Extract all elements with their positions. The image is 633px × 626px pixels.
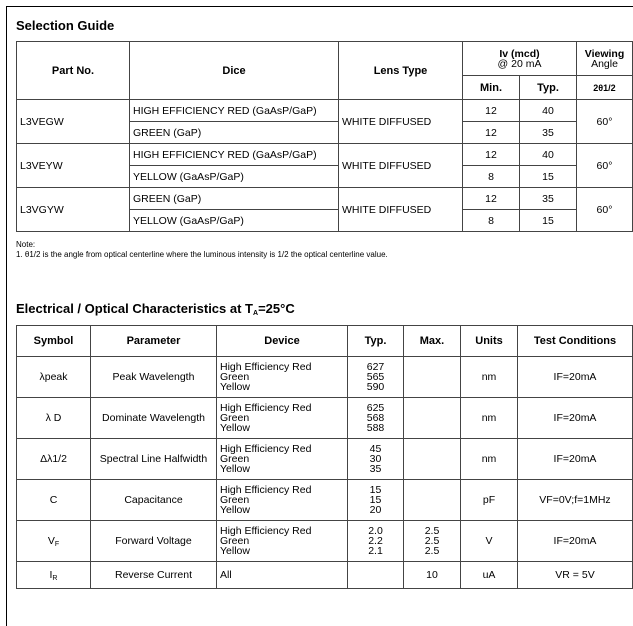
parameter: Peak Wavelength [91, 357, 217, 398]
parameter: Forward Voltage [91, 521, 217, 562]
typ-value: 30 [369, 453, 382, 465]
dice-type: HIGH EFFICIENCY RED (GaAsP/GaP) [130, 100, 339, 122]
part-number: L3VGYW [17, 188, 130, 232]
electrical-characteristics-table [16, 325, 633, 589]
device-cell [217, 398, 348, 439]
typ-cell [348, 398, 404, 439]
dice-type: HIGH EFFICIENCY RED (GaAsP/GaP) [130, 144, 339, 166]
iv-min: 12 [463, 188, 520, 210]
device-cell [217, 562, 348, 589]
device-name: All [220, 569, 232, 581]
typ-value: 568 [366, 412, 385, 424]
typ-value: 45 [369, 443, 382, 455]
lens-type: WHITE DIFFUSED [339, 100, 463, 144]
device-cell [217, 439, 348, 480]
header-lens-type: Lens Type [339, 42, 463, 100]
selection-guide-title: Selection Guide [16, 18, 115, 33]
characteristic-row [17, 480, 633, 521]
header-dice: Dice [130, 42, 339, 100]
max-cell [404, 357, 461, 398]
units: uA [461, 562, 518, 589]
header-units: Units [461, 326, 518, 357]
parameter: Dominate Wavelength [91, 398, 217, 439]
device-name: Yellow [220, 422, 250, 434]
typ-value: 627 [366, 361, 385, 373]
max-cell [404, 521, 461, 562]
iv-typ: 35 [520, 122, 577, 144]
device-name: Yellow [220, 463, 250, 475]
header-max: Max. [404, 326, 461, 357]
parameter: Spectral Line Halfwidth [91, 439, 217, 480]
selection-row [17, 144, 633, 166]
header-part-no: Part No. [17, 42, 130, 100]
iv-min: 12 [463, 144, 520, 166]
electrical-title-post: =25°C [258, 301, 295, 316]
iv-typ: 40 [520, 144, 577, 166]
units: V [461, 521, 518, 562]
dice-type: YELLOW (GaAsP/GaP) [130, 166, 339, 188]
part-number: L3VEGW [17, 100, 130, 144]
device-name: High Efficiency Red [220, 361, 312, 373]
symbol: I [49, 569, 53, 581]
typ-value: 20 [369, 504, 382, 516]
iv-min: 8 [463, 210, 520, 232]
max-value: 2.5 [424, 535, 440, 547]
device-name: Yellow [220, 381, 250, 393]
viewing-angle: 60° [577, 188, 633, 232]
symbol-cell [17, 562, 91, 589]
dice-type: GREEN (GaP) [130, 188, 339, 210]
symbol-subscript: R [52, 575, 58, 582]
header-symbol: Symbol [17, 326, 91, 357]
typ-cell [348, 357, 404, 398]
max-value: 2.5 [424, 525, 440, 537]
typ-value: 2.1 [368, 545, 383, 557]
symbol: λ D [45, 412, 62, 424]
part-number: L3VEYW [17, 144, 130, 188]
typ-value: 590 [366, 381, 385, 393]
selection-row [17, 188, 633, 210]
header-angle-label: Angle [591, 57, 618, 70]
typ-value: 2.2 [368, 535, 383, 547]
header-parameter: Parameter [91, 326, 217, 357]
lens-type: WHITE DIFFUSED [339, 144, 463, 188]
symbol-cell [17, 480, 91, 521]
device-name: Yellow [220, 545, 250, 557]
device-name: Green [220, 371, 250, 383]
units: nm [461, 357, 518, 398]
typ-cell [348, 480, 404, 521]
typ-value: 2.0 [368, 525, 383, 537]
iv-typ: 15 [520, 166, 577, 188]
selection-row [17, 100, 633, 122]
typ-cell [348, 439, 404, 480]
test-conditions: VF=0V;f=1MHz [518, 480, 633, 521]
characteristic-row [17, 398, 633, 439]
header-iv-label: Iv (mcd) [499, 47, 540, 60]
typ-value: 15 [369, 484, 382, 496]
units: nm [461, 398, 518, 439]
test-conditions: IF=20mA [518, 398, 633, 439]
symbol-cell [17, 398, 91, 439]
iv-min: 12 [463, 122, 520, 144]
typ-value: 588 [366, 422, 385, 434]
test-conditions: IF=20mA [518, 357, 633, 398]
device-cell [217, 357, 348, 398]
parameter: Reverse Current [91, 562, 217, 589]
typ-cell [348, 562, 404, 589]
typ-cell [348, 521, 404, 562]
device-cell [217, 480, 348, 521]
device-name: High Efficiency Red [220, 443, 312, 455]
characteristic-row [17, 357, 633, 398]
dice-type: YELLOW (GaAsP/GaP) [130, 210, 339, 232]
characteristic-row [17, 439, 633, 480]
header-device: Device [217, 326, 348, 357]
typ-value: 35 [369, 463, 382, 475]
device-name: High Efficiency Red [220, 484, 312, 496]
max-cell [404, 480, 461, 521]
units: pF [461, 480, 518, 521]
electrical-title [16, 301, 295, 316]
symbol: C [49, 494, 58, 506]
units: nm [461, 439, 518, 480]
symbol: λpeak [39, 371, 68, 383]
note-text: 1. θ1/2 is the angle from optical centerline where the luminous intensity is 1/2 the optical centerline value. [16, 250, 388, 259]
iv-typ: 40 [520, 100, 577, 122]
header-test-conditions: Test Conditions [518, 326, 633, 357]
test-conditions: IF=20mA [518, 521, 633, 562]
symbol: Δλ1/2 [40, 453, 67, 465]
device-name: Green [220, 412, 250, 424]
note-label: Note: [16, 240, 36, 249]
dice-type: GREEN (GaP) [130, 122, 339, 144]
header-typ: Typ. [520, 76, 577, 100]
typ-value: 565 [366, 371, 385, 383]
electrical-title-pre: Electrical / Optical Characteristics at T [16, 301, 253, 316]
max-cell [404, 398, 461, 439]
symbol-cell [17, 357, 91, 398]
test-conditions: IF=20mA [518, 439, 633, 480]
max-value: 10 [426, 569, 438, 581]
iv-min: 8 [463, 166, 520, 188]
max-cell [404, 439, 461, 480]
viewing-angle: 60° [577, 144, 633, 188]
header-viewing-angle [577, 42, 633, 76]
device-name: Green [220, 494, 250, 506]
characteristic-row [17, 562, 633, 589]
parameter: Capacitance [91, 480, 217, 521]
iv-min: 12 [463, 100, 520, 122]
iv-typ: 15 [520, 210, 577, 232]
iv-typ: 35 [520, 188, 577, 210]
max-value: 2.5 [424, 545, 440, 557]
typ-value: 15 [369, 494, 382, 506]
header-theta: 2θ1/2 [577, 76, 633, 100]
header-iv [463, 42, 577, 76]
device-name: Green [220, 535, 250, 547]
symbol-cell [17, 521, 91, 562]
header-iv-condition: @ 20 mA [497, 57, 542, 70]
device-cell [217, 521, 348, 562]
header-typ: Typ. [348, 326, 404, 357]
device-name: High Efficiency Red [220, 402, 312, 414]
selection-guide-table [16, 41, 633, 232]
device-name: Green [220, 453, 250, 465]
electrical-title-sub: A [253, 310, 259, 317]
lens-type: WHITE DIFFUSED [339, 188, 463, 232]
device-name: High Efficiency Red [220, 525, 312, 537]
max-cell [404, 562, 461, 589]
characteristic-row [17, 521, 633, 562]
viewing-angle: 60° [577, 100, 633, 144]
header-viewing-label: Viewing [584, 47, 625, 60]
symbol: V [47, 535, 55, 547]
symbol-subscript: F [54, 541, 60, 548]
device-name: Yellow [220, 504, 250, 516]
header-min: Min. [463, 76, 520, 100]
symbol-cell [17, 439, 91, 480]
typ-value: 625 [366, 402, 385, 414]
test-conditions: VR = 5V [518, 562, 633, 589]
